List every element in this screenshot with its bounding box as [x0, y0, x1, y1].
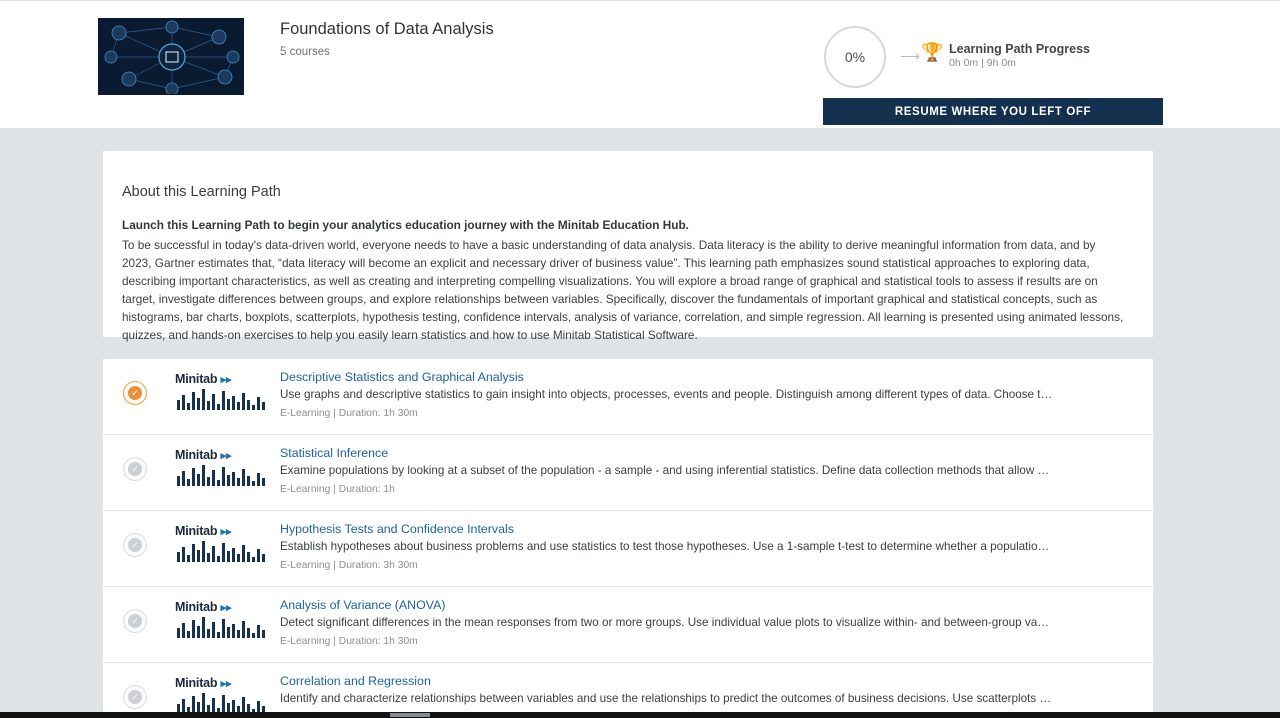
bar-chart-icon-2	[175, 538, 275, 564]
status-icon-4[interactable]: ✓	[123, 685, 147, 709]
bar-chart-icon-1	[175, 462, 275, 488]
minitab-arrow-icon-1: ▸▸	[220, 450, 232, 462]
bar-chart-icon-0	[175, 386, 275, 412]
resume-button[interactable]: RESUME WHERE YOU LEFT OFF	[823, 98, 1163, 125]
course-meta-0: E-Learning | Duration: 1h 30m	[280, 408, 418, 419]
minitab-logo-2	[175, 524, 277, 570]
learning-path-progress-time: 0h 0m | 9h 0m	[949, 57, 1016, 69]
minitab-arrow-icon-0: ▸▸	[220, 374, 232, 386]
list-item[interactable]	[103, 663, 1153, 718]
bar-chart-icon-3	[175, 614, 275, 640]
course-title-1[interactable]: Statistical Inference	[280, 446, 389, 460]
minitab-brand-text-3: Minitab	[175, 600, 218, 614]
list-item[interactable]	[103, 435, 1153, 511]
minitab-arrow-icon-3: ▸▸	[220, 602, 232, 614]
course-title-4[interactable]: Correlation and Regression	[280, 674, 431, 688]
course-title-0[interactable]: Descriptive Statistics and Graphical Analysis	[280, 370, 524, 384]
arrow-right-icon: ⟶	[900, 48, 921, 64]
about-lead-text: Launch this Learning Path to begin your analytics education journey with the Minitab Education Hub.	[122, 218, 689, 232]
learning-path-header	[0, 0, 1280, 128]
minitab-logo-0	[175, 372, 277, 418]
minitab-brand-text-2: Minitab	[175, 524, 218, 538]
status-icon-1[interactable]: ✓	[123, 457, 147, 481]
course-meta-3: E-Learning | Duration: 1h 30m	[280, 636, 418, 647]
course-description-1: Examine populations by looking at a subset of the population - a sample - and using inferential statistics. Define data collection methods that allow …	[280, 464, 1050, 477]
course-title-2[interactable]: Hypothesis Tests and Confidence Intervals	[280, 522, 514, 536]
minitab-brand-text-1: Minitab	[175, 448, 218, 462]
about-card	[103, 151, 1153, 342]
course-description-3: Detect significant differences in the mean responses from two or more groups. Use individual value plots to visualize within- and between-group va…	[280, 616, 1049, 629]
minitab-logo-3	[175, 600, 277, 646]
progress-percent: 0%	[844, 49, 866, 65]
status-icon-0[interactable]: ✓	[123, 381, 147, 405]
course-meta-2: E-Learning | Duration: 3h 30m	[280, 560, 418, 571]
bottom-bar	[0, 712, 1280, 718]
list-item[interactable]	[103, 359, 1153, 435]
course-list	[103, 359, 1153, 718]
status-icon-3[interactable]: ✓	[123, 609, 147, 633]
course-count: 5 courses	[280, 46, 330, 58]
course-description-4: Identify and characterize relationships between variables and use the relationships to predict the outcomes of business decisions. Use scatterplots …	[280, 692, 1052, 705]
content-area	[0, 129, 1280, 712]
course-description-0: Use graphs and descriptive statistics to gain insight into objects, processes, events and people. Distinguish among different types of data. Choose t…	[280, 388, 1053, 401]
about-heading: About this Learning Path	[122, 184, 281, 200]
minitab-brand-text-0: Minitab	[175, 372, 218, 386]
about-body-text: To be successful in today's data-driven world, everyone needs to have a basic understanding of data analysis. Data literacy is the ability to derive meaningful information from data, and by 2023, Gartner estimates that, “data literacy will become an explicit and necessary driver of business value”. This learning path emphasizes sound statistical approaches to exploring data, describing important characteristics, as well as creating and interpreting compelling visualizations. You will explore a broad range of graphical and statistical tools to assess if results are on target, investigate differences between groups, and explore relationships between variables. Specifically, discover the fundamentals of important graphical and statistical concepts, such as histograms, bar charts, boxplots, scatterplots, hypothesis testing, confidence intervals, analysis of variance, correlation, and simple regression. All learning is presented using animated lessons, quizzes, and hands-on exercises to help you easily learn statistics and how to use Minitab Statistical Software.	[122, 238, 1124, 342]
status-icon-2[interactable]: ✓	[123, 533, 147, 557]
minitab-brand-text-4: Minitab	[175, 676, 218, 690]
network-graphic-icon	[99, 19, 244, 95]
course-title-3[interactable]: Analysis of Variance (ANOVA)	[280, 598, 446, 612]
course-description-2: Establish hypotheses about business problems and use statistics to test those hypotheses. Use a 1-sample t-test to determine whether a populatio…	[280, 540, 1050, 553]
course-meta-1: E-Learning | Duration: 1h	[280, 484, 395, 495]
learning-path-progress-label: Learning Path Progress	[949, 42, 1091, 56]
minitab-logo-1	[175, 448, 277, 494]
minitab-arrow-icon-4: ▸▸	[220, 678, 232, 690]
list-item[interactable]	[103, 511, 1153, 587]
minitab-arrow-icon-2: ▸▸	[220, 526, 232, 538]
learning-path-thumbnail	[98, 18, 244, 95]
horizontal-scrollbar-thumb[interactable]	[390, 713, 430, 717]
progress-ring	[824, 26, 886, 88]
page-title: Foundations of Data Analysis	[280, 20, 494, 38]
list-item[interactable]	[103, 587, 1153, 663]
trophy-icon: 🏆	[921, 42, 944, 62]
